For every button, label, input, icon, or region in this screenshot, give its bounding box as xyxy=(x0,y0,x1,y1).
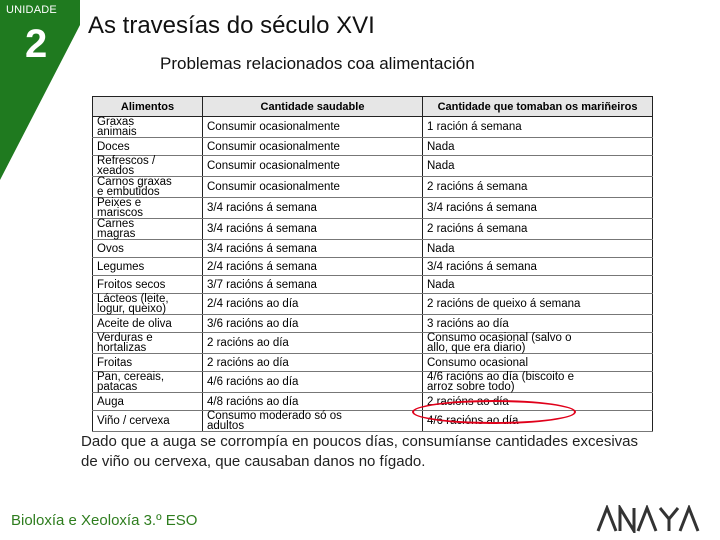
sailors-cell: 3/4 racións á semana xyxy=(423,258,653,276)
table-row xyxy=(93,294,653,315)
food-table xyxy=(92,96,653,432)
table-row xyxy=(93,333,653,354)
food-cell: Aceite de oliva xyxy=(93,315,203,333)
healthy-cell: Consumo moderado só os adultos xyxy=(203,411,423,432)
healthy-cell: 4/8 racións ao día xyxy=(203,393,423,411)
table-row xyxy=(93,276,653,294)
healthy-cell: 2/4 racións ao día xyxy=(203,294,423,315)
sailors-cell: Nada xyxy=(423,276,653,294)
food-cell: Froitas xyxy=(93,354,203,372)
healthy-cell: 3/7 racións á semana xyxy=(203,276,423,294)
food-cell: Verduras e hortalizas xyxy=(93,333,203,354)
sailors-cell: 3 racións ao día xyxy=(423,315,653,333)
sailors-cell: Nada xyxy=(423,156,653,177)
sailors-cell: 4/6 racións ao día xyxy=(423,411,653,432)
sailors-cell: Consumo ocasional xyxy=(423,354,653,372)
table-header-row xyxy=(93,97,653,117)
food-cell: Lácteos (leite, logur, queixo) xyxy=(93,294,203,315)
caption-text: Dado que a auga se corrompía en poucos días, consumíanse cantidades excesivas de viño ou cervexa, que causaban danos no fígado. xyxy=(81,433,639,470)
table-row xyxy=(93,258,653,276)
unit-label: UNIDADE xyxy=(6,4,57,16)
healthy-cell: 3/6 racións ao día xyxy=(203,315,423,333)
table-row xyxy=(93,156,653,177)
sailors-cell: 3/4 racións á semana xyxy=(423,198,653,219)
sailors-cell: 2 racións á semana xyxy=(423,177,653,198)
table-row xyxy=(93,198,653,219)
column-header-sailors-amount: Cantidade que tomaban os mariñeiros xyxy=(423,97,653,117)
healthy-cell: Consumir ocasionalmente xyxy=(203,177,423,198)
healthy-cell: 2/4 racións á semana xyxy=(203,258,423,276)
food-cell: Refrescos / xeados xyxy=(93,156,203,177)
healthy-cell: Consumir ocasionalmente xyxy=(203,156,423,177)
column-header-healthy-amount: Cantidade saudable xyxy=(203,97,423,117)
sailors-cell: 1 ración á semana xyxy=(423,117,653,138)
healthy-cell: 2 racións ao día xyxy=(203,333,423,354)
food-cell: Peixes e mariscos xyxy=(93,198,203,219)
table-row xyxy=(93,138,653,156)
food-cell: Legumes xyxy=(93,258,203,276)
healthy-cell: 3/4 racións á semana xyxy=(203,240,423,258)
healthy-cell: 3/4 racións á semana xyxy=(203,198,423,219)
food-table-container xyxy=(92,96,652,432)
table-row xyxy=(93,240,653,258)
sailors-cell: Nada xyxy=(423,240,653,258)
table-row xyxy=(93,219,653,240)
healthy-cell: 4/6 racións ao día xyxy=(203,372,423,393)
food-cell: Doces xyxy=(93,138,203,156)
food-cell: Pan, cereais, patacas xyxy=(93,372,203,393)
column-header-foods: Alimentos xyxy=(93,97,203,117)
sailors-cell: 2 racións ao día xyxy=(423,393,653,411)
highlight-ellipse xyxy=(412,400,576,424)
table-row xyxy=(93,315,653,333)
course-name: Bioloxía e Xeoloxía 3.º ESO xyxy=(11,512,198,529)
healthy-cell: 3/4 racións á semana xyxy=(203,219,423,240)
anaya-logo xyxy=(596,505,700,533)
food-cell: Graxas animais xyxy=(93,117,203,138)
sailors-cell: Nada xyxy=(423,138,653,156)
sailors-cell: 2 racións á semana xyxy=(423,219,653,240)
page-subtitle: Problemas relacionados coa alimentación xyxy=(160,54,475,73)
table-row xyxy=(93,177,653,198)
page-title: As travesías do século XVI xyxy=(88,12,375,39)
healthy-cell: Consumir ocasionalmente xyxy=(203,138,423,156)
food-cell: Auga xyxy=(93,393,203,411)
sailors-cell: 4/6 racións ao día (biscoito e arroz sobre todo) xyxy=(423,372,653,393)
sailors-cell: 2 racións de queixo á semana xyxy=(423,294,653,315)
sailors-cell: Consumo ocasional (salvo o allo, que era diario) xyxy=(423,333,653,354)
food-cell: Carnos graxas e embutidos xyxy=(93,177,203,198)
food-cell: Ovos xyxy=(93,240,203,258)
healthy-cell: Consumir ocasionalmente xyxy=(203,117,423,138)
food-cell: Carnes magras xyxy=(93,219,203,240)
food-cell: Viño / cervexa xyxy=(93,411,203,432)
table-row xyxy=(93,372,653,393)
healthy-cell: 2 racións ao día xyxy=(203,354,423,372)
table-row xyxy=(93,117,653,138)
table-row xyxy=(93,354,653,372)
unit-number: 2 xyxy=(25,22,48,66)
food-cell: Froitos secos xyxy=(93,276,203,294)
